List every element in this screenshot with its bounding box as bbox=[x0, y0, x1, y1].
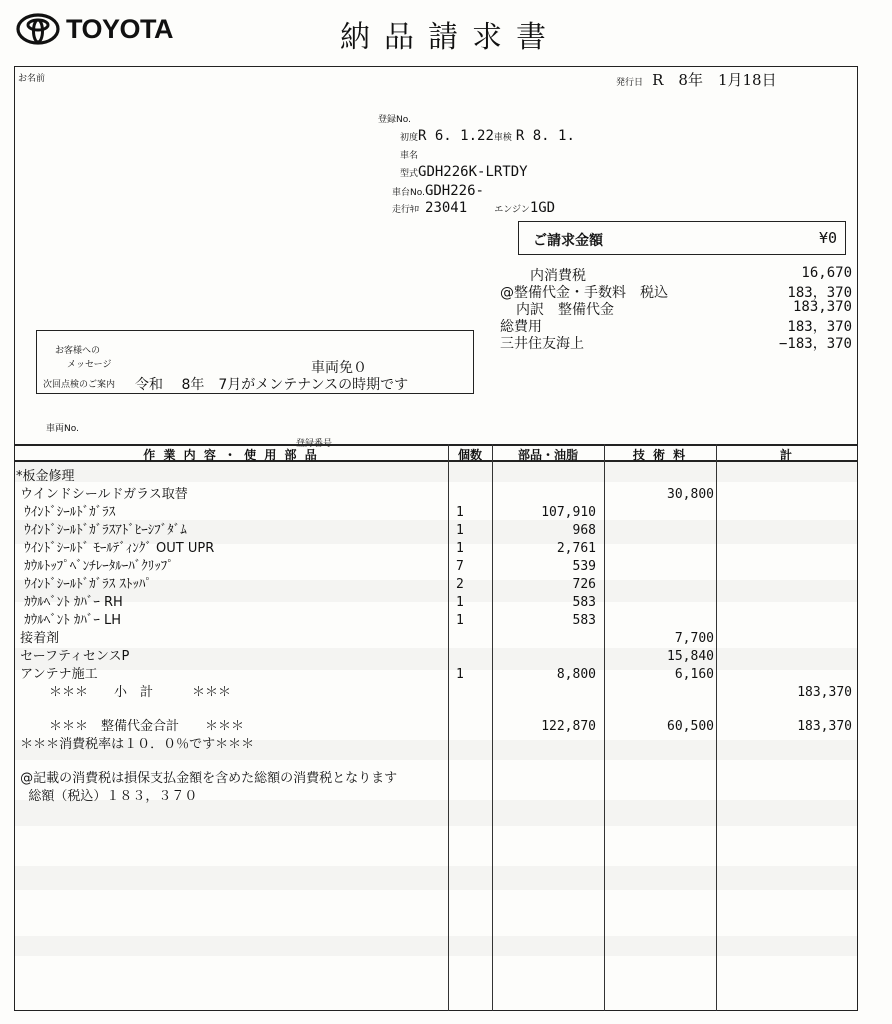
next-inspection-text: 令和 8年 7月がメンテナンスの時期です bbox=[135, 377, 409, 393]
billing-line-label: 三井住友海上 bbox=[500, 336, 584, 352]
engine-value: 1GD bbox=[529, 200, 556, 216]
table-row bbox=[14, 684, 858, 702]
note-text: ＊＊＊消費税率は１０．０％です＊＊＊ bbox=[16, 737, 255, 752]
item-quantity: 1 bbox=[456, 523, 464, 538]
table-row bbox=[14, 576, 858, 594]
document-title: 納品請求書 bbox=[340, 20, 560, 55]
billing-line-value: 183，370 bbox=[787, 319, 852, 335]
grand-total-label: ＊＊＊ 整備代金合計 ＊＊＊ bbox=[16, 719, 245, 734]
billing-total-value: ¥0 bbox=[818, 229, 837, 247]
billing-line bbox=[500, 282, 852, 299]
table-row bbox=[14, 522, 858, 540]
table-row bbox=[14, 486, 858, 504]
mileage bbox=[392, 197, 555, 216]
registration-label: 登録No. bbox=[378, 115, 411, 125]
item-quantity: 1 bbox=[456, 613, 464, 628]
grand-total-amount: 183,370 bbox=[797, 719, 852, 734]
billing-total-box bbox=[518, 221, 846, 255]
item-description: ｳｲﾝﾄﾞｼｰﾙﾄﾞｶﾞﾗｽ bbox=[16, 505, 116, 520]
billing-line-label: 内訳 整備代金 bbox=[516, 302, 614, 318]
customer-name-label: お名前 bbox=[18, 74, 46, 84]
header-description: 作 業 内 容 ・ 使 用 部 品 bbox=[143, 448, 319, 462]
message-label-1: お客様への bbox=[55, 346, 101, 356]
item-tech-fee: 15,840 bbox=[667, 649, 714, 664]
first-reg-value: R 6. 1.22 bbox=[418, 128, 494, 144]
item-description: ｶｳﾙﾍﾞﾝﾄ ｶﾊﾞｰ RH bbox=[16, 595, 123, 610]
item-description: ｳｲﾝﾄﾞｼｰﾙﾄﾞ ﾓｰﾙﾃﾞｨﾝｸﾞ OUT UPR bbox=[16, 541, 215, 556]
table-row bbox=[14, 594, 858, 612]
model bbox=[400, 161, 528, 180]
note-text: 総額（税込）１８３，３７０ bbox=[16, 789, 198, 804]
item-quantity: 1 bbox=[456, 667, 464, 682]
billing-line-value: 183，370 bbox=[787, 285, 852, 301]
message-text: 車両免０ bbox=[311, 360, 367, 376]
grand-total-parts: 122,870 bbox=[541, 719, 596, 734]
car-name-label: 車名 bbox=[400, 151, 419, 161]
engine-label: エンジン bbox=[494, 205, 530, 215]
table-row bbox=[14, 468, 858, 486]
item-description: ウインドシールドガラス取替 bbox=[16, 487, 188, 502]
item-parts-price: 539 bbox=[572, 559, 596, 574]
item-parts-price: 726 bbox=[572, 577, 596, 592]
billing-line-value: 183,370 bbox=[792, 299, 852, 315]
customer-message-box bbox=[36, 330, 474, 394]
next-inspection-label: 次回点検のご案内 bbox=[43, 380, 116, 390]
grand-total-tech: 60,500 bbox=[667, 719, 714, 734]
item-tech-fee: 7,700 bbox=[674, 631, 714, 646]
item-quantity: 7 bbox=[456, 559, 464, 574]
total-incl-tax-note bbox=[14, 788, 858, 806]
item-quantity: 1 bbox=[456, 595, 464, 610]
item-description: ｶｳﾙﾍﾞﾝﾄ ｶﾊﾞｰ LH bbox=[16, 613, 122, 628]
billing-line bbox=[500, 316, 852, 333]
table-row bbox=[14, 558, 858, 576]
mileage-label: 走行ｷﾛ bbox=[392, 205, 420, 215]
item-description: ＊＊＊ 小 計 ＊＊＊ bbox=[16, 685, 232, 700]
table-row bbox=[14, 630, 858, 648]
message-label-2: メッセージ bbox=[67, 360, 112, 370]
tax-rate-note bbox=[14, 736, 858, 754]
table-row bbox=[14, 648, 858, 666]
item-quantity: 1 bbox=[456, 541, 464, 556]
brand-name: TOYOTA bbox=[66, 14, 174, 44]
item-parts-price: 583 bbox=[572, 613, 596, 628]
first-registration bbox=[400, 125, 575, 144]
billing-line-value: 16,670 bbox=[801, 265, 852, 281]
header-parts: 部品・油脂 bbox=[517, 448, 578, 462]
item-parts-price: 107,910 bbox=[541, 505, 596, 520]
billing-breakdown bbox=[500, 265, 852, 350]
toyota-logo bbox=[16, 8, 196, 52]
grand-total-row bbox=[14, 718, 858, 736]
table-row bbox=[14, 612, 858, 630]
billing-line-label: 総費用 bbox=[500, 319, 542, 335]
item-description: ｳｲﾝﾄﾞｼｰﾙﾄﾞｶﾞﾗｽ ｽﾄｯﾊﾟ bbox=[16, 577, 152, 592]
tax-explanation-note bbox=[14, 770, 858, 788]
issue-date-value: R 8年 1月18日 bbox=[652, 71, 777, 89]
billing-line bbox=[500, 265, 852, 282]
inspection-value: R 8. 1. bbox=[515, 128, 575, 144]
table-row bbox=[14, 540, 858, 558]
billing-line-label: @整備代金・手数料 税込 bbox=[500, 285, 668, 301]
toyota-emblem-icon bbox=[16, 12, 60, 46]
item-description: ｳｲﾝﾄﾞｼｰﾙﾄﾞｶﾞﾗｽｱﾄﾞﾋｰｼﾌﾞﾀﾞﾑ bbox=[16, 523, 187, 538]
item-quantity: 1 bbox=[456, 505, 464, 520]
table-row bbox=[14, 666, 858, 684]
billing-total-label: ご請求金額 bbox=[533, 233, 603, 249]
item-quantity: 2 bbox=[456, 577, 464, 592]
billing-line-value: −183，370 bbox=[778, 336, 852, 352]
header-quantity: 個数 bbox=[457, 448, 482, 462]
billing-line bbox=[500, 333, 852, 350]
model-label: 型式 bbox=[400, 169, 419, 179]
item-description: *板金修理 bbox=[16, 469, 75, 484]
chassis-value: GDH226- bbox=[424, 183, 484, 199]
item-description: アンテナ施工 bbox=[16, 667, 98, 682]
mileage-value: 23041 bbox=[425, 200, 468, 216]
header-tech-fee: 技 術 料 bbox=[632, 448, 688, 462]
item-total: 183,370 bbox=[797, 685, 852, 700]
item-tech-fee: 6,160 bbox=[674, 667, 714, 682]
item-description: セーフティセンスP bbox=[16, 649, 130, 664]
item-parts-price: 583 bbox=[572, 595, 596, 610]
item-parts-price: 2,761 bbox=[556, 541, 596, 556]
item-parts-price: 968 bbox=[572, 523, 596, 538]
item-tech-fee: 30,800 bbox=[667, 487, 714, 502]
inspection-label: 車検 bbox=[493, 133, 512, 143]
issue-date bbox=[616, 69, 777, 90]
car-no-label: 車両No. bbox=[46, 424, 79, 434]
note-text: @記載の消費税は損保支払金額を含めた総額の消費税となります bbox=[16, 771, 398, 786]
table-row bbox=[14, 504, 858, 522]
issue-date-label: 発行日 bbox=[616, 78, 644, 88]
chassis-label: 車台No. bbox=[392, 188, 425, 198]
item-description: 接着剤 bbox=[16, 631, 60, 646]
model-value: GDH226K-LRTDY bbox=[418, 164, 528, 180]
first-reg-label: 初度 bbox=[400, 133, 419, 143]
header-total: 計 bbox=[779, 448, 794, 462]
billing-line-label: 内消費税 bbox=[530, 268, 586, 284]
item-description: ｶｳﾙﾄｯﾌﾟﾍﾞﾝﾁﾚｰﾀﾙｰﾊﾞｸﾘｯﾌﾟ bbox=[16, 559, 174, 574]
item-parts-price: 8,800 bbox=[556, 667, 596, 682]
billing-line bbox=[500, 299, 852, 316]
